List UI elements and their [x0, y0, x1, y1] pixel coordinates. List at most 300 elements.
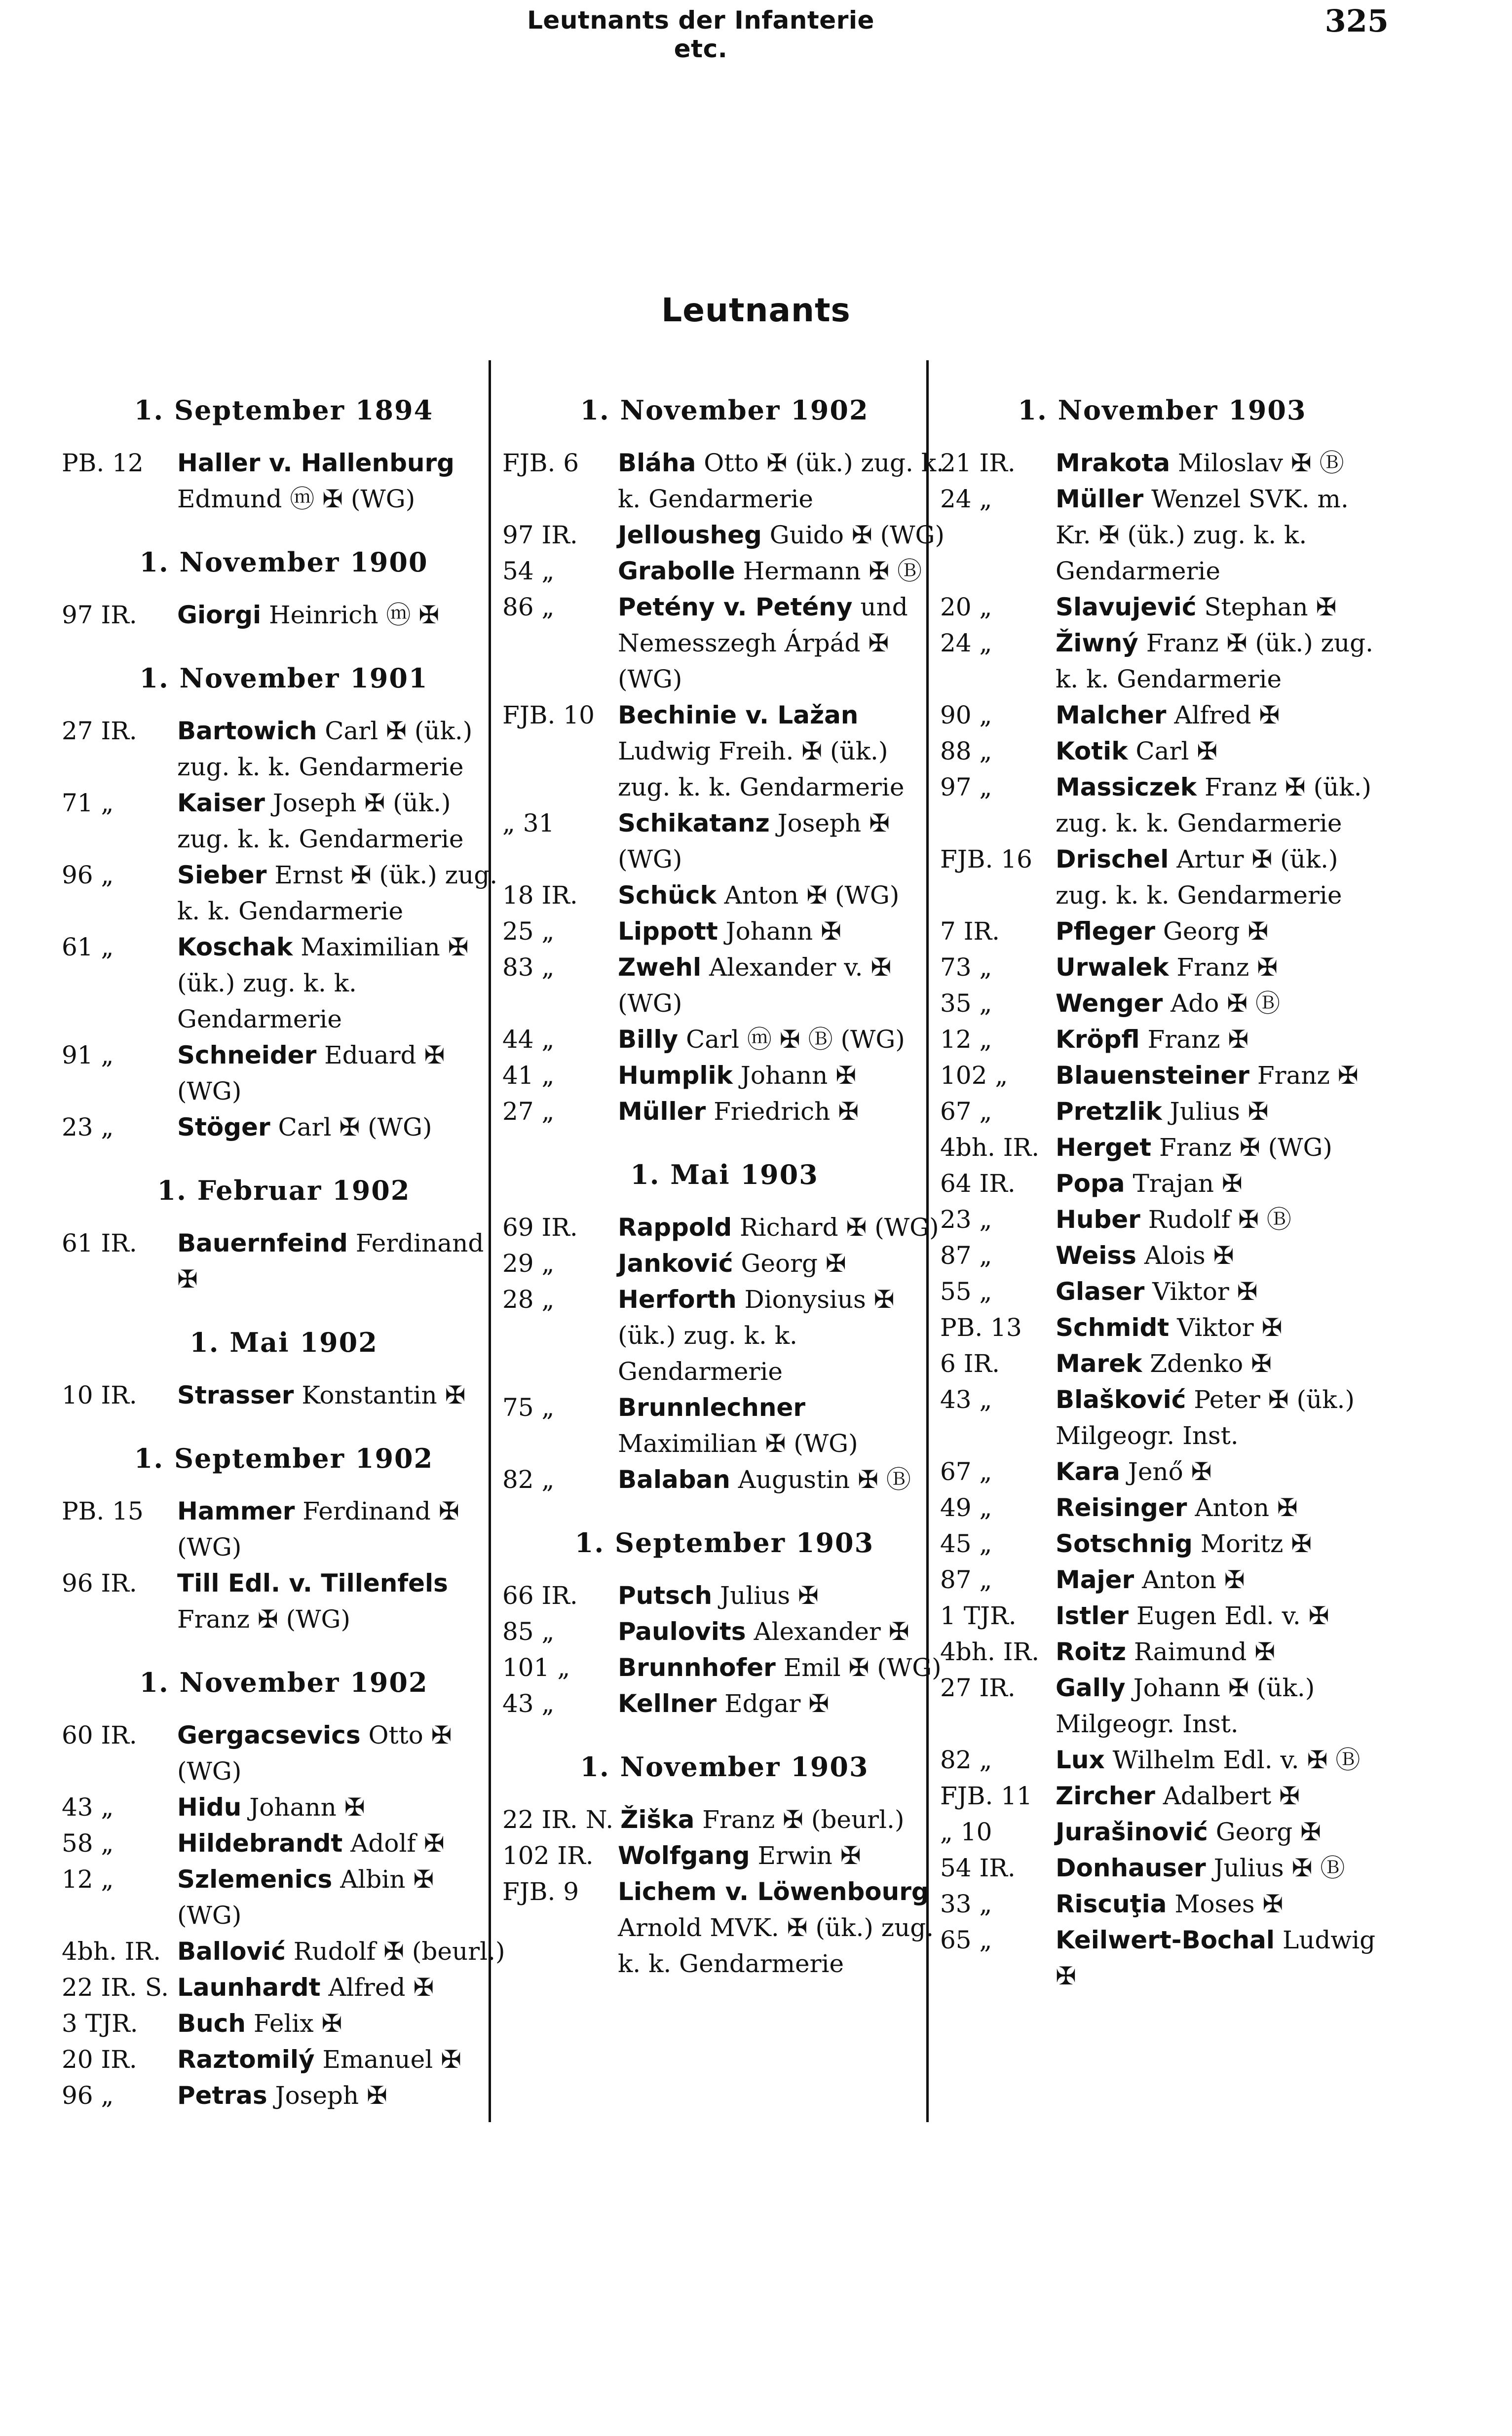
- officer-details: Emanuel ✠: [322, 2045, 461, 2074]
- officer-surname: Massiczek: [1056, 773, 1197, 801]
- section-gap: [502, 1130, 946, 1149]
- entry-text: [1049, 1382, 1384, 1454]
- date-section: [502, 1158, 946, 1518]
- officer-details: Konstantin ✠: [302, 1381, 466, 1409]
- list-item: [502, 1210, 946, 1246]
- officer-surname: Hidu: [177, 1793, 242, 1822]
- entry-text: [1049, 1778, 1384, 1814]
- list-item: [502, 1578, 946, 1614]
- unit-label: 12 „: [940, 1025, 992, 1054]
- officer-details: Albin ✠ (WG): [177, 1865, 434, 1930]
- unit-label: PB. 13: [940, 1313, 1022, 1342]
- list-item: [940, 1238, 1384, 1274]
- list-item: [940, 1814, 1384, 1850]
- entry-text: [170, 857, 506, 929]
- entry-text: [1049, 481, 1384, 589]
- officer-details: Dionysius ✠ (ük.) zug. k. k. Gendarmerie: [618, 1285, 895, 1386]
- unit-label: 96 „: [62, 861, 114, 889]
- officer-surname: Kaiser: [177, 789, 265, 817]
- unit-label: 75 „: [502, 1393, 555, 1422]
- officer-details: und Nemesszegh Árpád ✠ (WG): [618, 593, 908, 693]
- unit-label: 22 IR. S.: [62, 1973, 169, 2002]
- list-item: [940, 1886, 1384, 1922]
- entry-text: [611, 1578, 946, 1614]
- officer-surname: Brunnhofer: [618, 1653, 776, 1682]
- officer-surname: Kara: [1056, 1457, 1120, 1486]
- officer-surname: Kellner: [618, 1689, 717, 1718]
- officer-details: Franz ✠ (WG): [177, 1605, 350, 1634]
- officer-surname: Drischel: [1056, 845, 1169, 874]
- officer-surname: Urwalek: [1056, 953, 1169, 982]
- entry-text: [1049, 1166, 1384, 1202]
- officer-details: Johann ✠: [249, 1793, 365, 1822]
- officer-surname: Petras: [177, 2081, 267, 2110]
- list-item: [502, 1802, 946, 1838]
- officer-surname: Gally: [1056, 1674, 1126, 1702]
- date-heading: 1. Mai 1902: [189, 1327, 378, 1358]
- section-gap: [62, 1637, 506, 1657]
- unit-label: 43 „: [940, 1385, 992, 1414]
- officer-details: Franz ✠ (beurl.): [702, 1805, 905, 1834]
- entry-text: [1049, 445, 1384, 481]
- unit-label: 24 „: [940, 485, 992, 513]
- section-gap: [502, 1982, 946, 2002]
- entry-text: [170, 1493, 506, 1565]
- officer-details: Franz ✠: [1147, 1025, 1249, 1054]
- unit-label: 12 „: [62, 1865, 114, 1894]
- unit-label: 6 IR.: [940, 1349, 1000, 1378]
- section-gap: [502, 1498, 946, 1518]
- unit-label: 61 „: [62, 933, 114, 961]
- entry-text: [1049, 1670, 1384, 1742]
- officer-details: Franz ✠ (ük.) zug. k. k. Gendarmerie: [1056, 629, 1374, 693]
- list-item: [62, 445, 506, 517]
- entry-text: [170, 1789, 506, 1826]
- entry-text: [170, 1826, 506, 1862]
- officer-details: Joseph ✠ (ük.) zug. k. k. Gendarmerie: [177, 789, 464, 853]
- entry-text: [170, 1717, 506, 1789]
- officer-surname: Huber: [1056, 1205, 1140, 1234]
- list-item: [940, 1922, 1384, 1994]
- list-item: [940, 841, 1384, 914]
- entry-text: [1049, 625, 1384, 697]
- unit-label: 58 „: [62, 1829, 114, 1858]
- date-heading: 1. November 1903: [1018, 394, 1307, 426]
- officer-details: Alois ✠: [1144, 1241, 1234, 1270]
- list-item: [940, 1346, 1384, 1382]
- officer-surname: Lippott: [618, 917, 718, 946]
- list-item: [502, 877, 946, 914]
- entry-text: [613, 1802, 946, 1838]
- unit-label: 25 „: [502, 917, 555, 946]
- officer-surname: Blašković: [1056, 1385, 1186, 1414]
- officer-surname: Zircher: [1056, 1782, 1155, 1810]
- officer-surname: Blauensteiner: [1056, 1061, 1249, 1090]
- unit-label: 20 „: [940, 593, 992, 621]
- officer-details: Otto ✠ (WG): [177, 1721, 452, 1786]
- unit-label: 90 „: [940, 701, 992, 729]
- officer-details: Ludwig ✠: [1056, 1926, 1376, 1990]
- officer-details: Julius ✠ Ⓑ: [1213, 1854, 1345, 1882]
- entry-text: [611, 1058, 946, 1094]
- unit-label: 21 IR.: [940, 449, 1016, 477]
- list-item: [502, 1282, 946, 1390]
- unit-label: 33 „: [940, 1890, 992, 1918]
- officer-surname: Petény v. Petény: [618, 593, 853, 621]
- entry-text: [1049, 1094, 1384, 1130]
- officer-details: Moses ✠: [1174, 1890, 1284, 1918]
- officer-details: Anton ✠: [1195, 1493, 1298, 1522]
- list-item: [62, 1862, 506, 1934]
- list-item: [940, 986, 1384, 1022]
- entry-text: [611, 553, 946, 589]
- date-section: [940, 394, 1384, 2014]
- officer-details: Jenő ✠: [1128, 1457, 1212, 1486]
- officer-details: Eduard ✠ (WG): [177, 1041, 445, 1105]
- entry-text: [1049, 841, 1384, 914]
- officer-details: Arnold MVK. ✠ (ük.) zug. k. k. Gendarmerie: [618, 1913, 934, 1978]
- entry-text: [1049, 1490, 1384, 1526]
- entry-text: [611, 1282, 946, 1390]
- list-item: [62, 597, 506, 633]
- list-item: [502, 1390, 946, 1462]
- officer-details: Zdenko ✠: [1150, 1349, 1272, 1378]
- list-item: [502, 1614, 946, 1650]
- list-item: [940, 481, 1384, 589]
- entry-text: [611, 1390, 946, 1462]
- officer-surname: Stöger: [177, 1113, 270, 1142]
- officer-surname: Malcher: [1056, 701, 1167, 729]
- unit-label: 35 „: [940, 989, 992, 1018]
- list-item: [940, 950, 1384, 986]
- list-item: [62, 1037, 506, 1109]
- officer-details: Maximilian ✠ (WG): [618, 1429, 858, 1458]
- entry-text: [170, 1862, 506, 1934]
- unit-label: 97 IR.: [62, 601, 137, 629]
- list-item: [940, 1634, 1384, 1670]
- officer-surname: Zwehl: [618, 953, 702, 982]
- list-item: [62, 785, 506, 857]
- date-heading: 1. November 1901: [139, 662, 428, 694]
- officer-surname: Janković: [618, 1249, 733, 1278]
- entry-text: [611, 445, 946, 517]
- list-item: [502, 589, 946, 697]
- unit-label: 27 „: [502, 1097, 555, 1126]
- unit-label: 3 TJR.: [62, 2009, 138, 2038]
- unit-label: 54 IR.: [940, 1854, 1016, 1882]
- list-item: [62, 1789, 506, 1826]
- entry-text: [611, 1650, 946, 1686]
- unit-label: 54 „: [502, 557, 555, 585]
- unit-label: 28 „: [502, 1285, 555, 1314]
- list-item: [940, 1454, 1384, 1490]
- unit-label: 83 „: [502, 953, 555, 982]
- officer-surname: Hammer: [177, 1497, 295, 1525]
- officer-surname: Reisinger: [1056, 1493, 1187, 1522]
- officer-details: Trajan ✠: [1133, 1169, 1243, 1198]
- unit-label: „ 31: [502, 809, 555, 837]
- officer-details: Adalbert ✠: [1163, 1782, 1300, 1810]
- running-head: Leutnants der Infanterie etc.: [527, 6, 874, 63]
- unit-label: FJB. 10: [502, 701, 595, 729]
- officer-surname: Sieber: [177, 861, 267, 889]
- unit-label: 44 „: [502, 1025, 555, 1054]
- unit-label: 60 IR.: [62, 1721, 137, 1750]
- unit-label: PB. 12: [62, 449, 144, 477]
- officer-details: Ferdinand ✠ (WG): [177, 1497, 459, 1561]
- officer-details: Franz ✠ (WG): [1159, 1133, 1332, 1162]
- officer-details: Peter ✠ (ük.) Milgeogr. Inst.: [1056, 1385, 1355, 1450]
- page-number: 325: [1324, 3, 1389, 39]
- unit-label: 64 IR.: [940, 1169, 1016, 1198]
- unit-label: 86 „: [502, 593, 555, 621]
- list-item: [502, 1462, 946, 1498]
- date-section: [62, 1442, 506, 1657]
- section-gap: [62, 2114, 506, 2133]
- list-item: [940, 697, 1384, 733]
- list-item: [940, 1598, 1384, 1634]
- unit-label: 96 „: [62, 2081, 114, 2110]
- date-heading: 1. September 1894: [134, 394, 434, 426]
- unit-label: FJB. 6: [502, 449, 579, 477]
- officer-surname: Gergacsevics: [177, 1721, 361, 1750]
- entry-text: [1049, 1454, 1384, 1490]
- list-item: [62, 929, 506, 1037]
- list-item: [940, 1058, 1384, 1094]
- officer-details: Viktor ✠: [1152, 1277, 1258, 1306]
- list-item: [502, 445, 946, 517]
- section-gap: [62, 517, 506, 537]
- officer-details: Johann ✠: [725, 917, 841, 946]
- officer-details: Ernst ✠ (ük.) zug. k. k. Gendarmerie: [177, 861, 498, 925]
- officer-surname: Strasser: [177, 1381, 294, 1409]
- entry-text: [611, 697, 946, 805]
- entry-text: [170, 713, 506, 785]
- section-gap: [502, 1722, 946, 1742]
- list-item: [62, 1493, 506, 1565]
- unit-label: 29 „: [502, 1249, 555, 1278]
- unit-label: 24 „: [940, 629, 992, 657]
- date-heading: 1. Mai 1903: [630, 1159, 819, 1190]
- list-item: [940, 1166, 1384, 1202]
- officer-surname: Herget: [1056, 1133, 1152, 1162]
- entry-text: [170, 1225, 506, 1297]
- list-item: [502, 1838, 946, 1874]
- unit-label: 85 „: [502, 1617, 555, 1646]
- officer-surname: Riscuţia: [1056, 1890, 1167, 1918]
- unit-label: 88 „: [940, 737, 992, 765]
- unit-label: 4bh. IR.: [940, 1133, 1040, 1162]
- officer-details: Anton ✠: [1142, 1565, 1245, 1594]
- entry-text: [170, 2042, 506, 2078]
- list-item: [502, 1094, 946, 1130]
- unit-label: 66 IR.: [502, 1581, 578, 1610]
- officer-details: Johann ✠ (ük.) Milgeogr. Inst.: [1056, 1674, 1315, 1738]
- officer-details: Erwin ✠: [757, 1841, 861, 1870]
- entry-text: [1049, 1634, 1384, 1670]
- officer-surname: Pfleger: [1056, 917, 1155, 946]
- unit-label: 69 IR.: [502, 1213, 578, 1242]
- entry-text: [1049, 1742, 1384, 1778]
- officer-details: Raimund ✠: [1134, 1637, 1276, 1666]
- officer-details: Edgar ✠: [724, 1689, 830, 1718]
- entry-text: [170, 1377, 506, 1413]
- officer-details: Stephan ✠: [1204, 593, 1337, 621]
- list-item: [940, 1202, 1384, 1238]
- entry-text: [1049, 589, 1384, 625]
- officer-details: Georg ✠: [1163, 917, 1269, 946]
- list-item: [502, 697, 946, 805]
- entry-text: [1049, 986, 1384, 1022]
- list-item: [940, 625, 1384, 697]
- officer-details: Georg ✠: [741, 1249, 846, 1278]
- officer-surname: Lux: [1056, 1746, 1105, 1774]
- officer-surname: Lichem v. Löwenbourg: [618, 1877, 929, 1906]
- officer-details: Richard ✠ (WG): [740, 1213, 939, 1242]
- list-item: [62, 2078, 506, 2114]
- entry-text: [611, 1094, 946, 1130]
- list-item: [940, 769, 1384, 841]
- list-item: [502, 914, 946, 950]
- date-section: [62, 662, 506, 1165]
- entry-text: [170, 929, 506, 1037]
- page-title: Leutnants: [661, 291, 851, 329]
- list-item: [940, 1274, 1384, 1310]
- officer-details: Franz ✠ (ük.) zug. k. k. Gendarmerie: [1056, 773, 1372, 837]
- unit-label: 27 IR.: [62, 717, 137, 745]
- officer-surname: Szlemenics: [177, 1865, 333, 1894]
- officer-surname: Kotik: [1056, 737, 1128, 765]
- date-heading: 1. November 1900: [139, 546, 428, 578]
- officer-surname: Schikatanz: [618, 809, 770, 837]
- officer-details: Julius ✠: [1170, 1097, 1269, 1126]
- list-item: [940, 1742, 1384, 1778]
- list-item: [62, 1826, 506, 1862]
- unit-label: 1 TJR.: [940, 1601, 1017, 1630]
- list-item: [62, 2006, 506, 2042]
- officer-details: Augustin ✠ Ⓑ: [738, 1465, 911, 1494]
- unit-label: 61 IR.: [62, 1229, 137, 1257]
- unit-label: 43 „: [62, 1793, 114, 1822]
- unit-label: 82 „: [502, 1465, 555, 1494]
- officer-surname: Bartowich: [177, 717, 317, 745]
- unit-label: 18 IR.: [502, 881, 578, 910]
- officer-details: Anton ✠ (WG): [724, 881, 900, 910]
- list-item: [940, 1778, 1384, 1814]
- officer-details: Julius ✠: [720, 1581, 819, 1610]
- entry-text: [1049, 1598, 1384, 1634]
- officer-details: Franz ✠: [1257, 1061, 1359, 1090]
- officer-surname: Ballović: [177, 1937, 286, 1966]
- list-item: [62, 1225, 506, 1297]
- list-item: [940, 1130, 1384, 1166]
- unit-label: 67 „: [940, 1097, 992, 1126]
- unit-label: 87 „: [940, 1241, 992, 1270]
- officer-details: Adolf ✠: [350, 1829, 445, 1858]
- officer-details: Otto ✠ (ük.) zug. k. k. Gendarmerie: [618, 449, 945, 513]
- officer-surname: Humplik: [618, 1061, 733, 1090]
- officer-surname: Glaser: [1056, 1277, 1145, 1306]
- unit-label: 22 IR. N.: [502, 1805, 614, 1834]
- list-item: [940, 1310, 1384, 1346]
- officer-surname: Schück: [618, 881, 717, 910]
- entry-text: [611, 1022, 946, 1058]
- officer-details: Emil ✠ (WG): [783, 1653, 942, 1682]
- date-section: [502, 1751, 946, 2002]
- list-item: [62, 1377, 506, 1413]
- entry-text: [1049, 1274, 1384, 1310]
- entry-text: [1049, 950, 1384, 986]
- entry-text: [1049, 1922, 1384, 1994]
- entry-text: [1049, 1814, 1384, 1850]
- officer-details: Viktor ✠: [1177, 1313, 1283, 1342]
- unit-label: 102 „: [940, 1061, 1008, 1090]
- list-item: [502, 950, 946, 1022]
- unit-label: FJB. 11: [940, 1782, 1032, 1810]
- unit-label: 41 „: [502, 1061, 555, 1090]
- entry-text: [611, 1246, 946, 1282]
- officer-details: Carl ✠ (ük.) zug. k. k. Gendarmerie: [177, 717, 473, 781]
- list-item: [940, 914, 1384, 950]
- officer-surname: Wolfgang: [618, 1841, 750, 1870]
- list-item: [62, 1717, 506, 1789]
- officer-details: Franz ✠: [1176, 953, 1278, 982]
- list-item: [62, 1934, 506, 1970]
- officer-details: Ludwig Freih. ✠ (ük.) zug. k. k. Gendarmerie: [618, 737, 905, 801]
- officer-surname: Billy: [618, 1025, 679, 1054]
- entry-text: [170, 1970, 506, 2006]
- entry-text: [611, 950, 946, 1022]
- unit-label: 87 „: [940, 1565, 992, 1594]
- officer-surname: Bechinie v. Lažan: [618, 701, 859, 729]
- officer-details: Edmund ⓜ ✠ (WG): [177, 485, 416, 513]
- entry-text: [611, 1874, 946, 1982]
- section-gap: [62, 1145, 506, 1165]
- officer-surname: Popa: [1056, 1169, 1125, 1198]
- entry-text: [611, 1838, 946, 1874]
- entry-text: [1049, 697, 1384, 733]
- officer-surname: Mrakota: [1056, 449, 1171, 477]
- unit-label: 97 IR.: [502, 521, 578, 549]
- officer-surname: Balaban: [618, 1465, 730, 1494]
- officer-surname: Weiss: [1056, 1241, 1136, 1270]
- date-heading: 1. September 1903: [574, 1527, 874, 1559]
- list-item: [502, 1246, 946, 1282]
- list-item: [62, 1565, 506, 1637]
- list-item: [62, 857, 506, 929]
- entry-text: [611, 914, 946, 950]
- date-heading: 1. November 1902: [580, 394, 869, 426]
- unit-label: 45 „: [940, 1529, 992, 1558]
- entry-text: [1049, 769, 1384, 841]
- date-section: [62, 546, 506, 653]
- officer-surname: Haller v. Hallenburg: [177, 449, 454, 477]
- officer-details: Maximilian ✠ (ük.) zug. k. k. Gendarmerie: [177, 933, 469, 1033]
- entry-text: [1049, 1562, 1384, 1598]
- section-gap: [62, 1297, 506, 1317]
- officer-surname: Jurašinović: [1056, 1818, 1208, 1846]
- entry-text: [1049, 1130, 1384, 1166]
- officer-surname: Kröpfl: [1056, 1025, 1140, 1054]
- officer-details: Ado ✠ Ⓑ: [1171, 989, 1281, 1018]
- unit-label: 23 „: [940, 1205, 992, 1234]
- entry-text: [1049, 1310, 1384, 1346]
- entry-text: [611, 1210, 946, 1246]
- list-item: [502, 805, 946, 877]
- section-gap: [62, 1413, 506, 1433]
- officer-details: Eugen Edl. v. ✠: [1136, 1601, 1329, 1630]
- unit-label: 82 „: [940, 1746, 992, 1774]
